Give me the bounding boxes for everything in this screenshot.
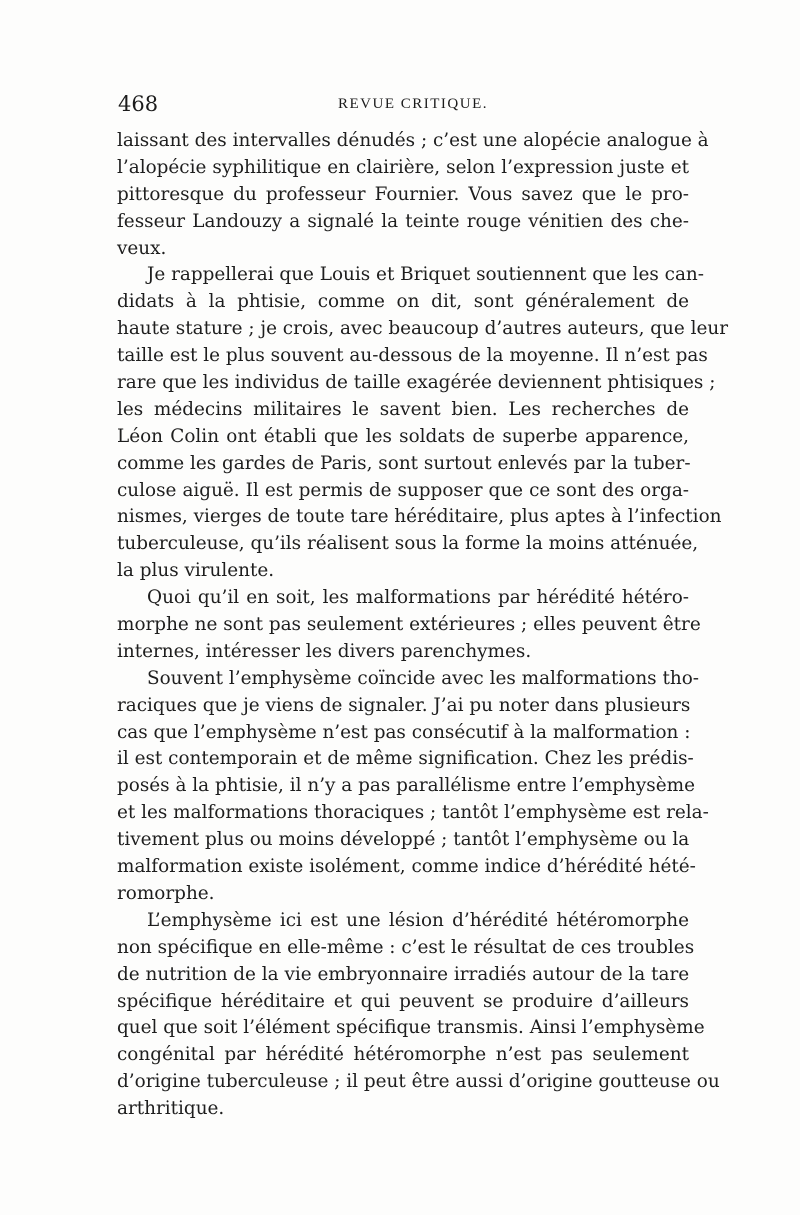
text-line: spécifique héréditaire et qui peuvent se produire d’ailleurs — [117, 990, 689, 1012]
text-line: raciques que je viens de signaler. J’ai pu noter dans plusieurs — [117, 694, 691, 716]
paragraph — [117, 585, 701, 666]
text-line: comme les gardes de Paris, sont surtout enlevés par la tuber- — [117, 452, 691, 474]
paragraph — [117, 666, 709, 908]
text-line: veux. — [117, 237, 167, 259]
text-line: l’alopécie syphilitique en clairière, selon l’expression juste et — [117, 156, 689, 178]
text-line: Souvent l’emphysème coïncide avec les malformations tho- — [147, 667, 699, 689]
text-line: nismes, vierges de toute tare héréditaire, plus aptes à l’infection — [117, 506, 722, 528]
text-line: congénital par hérédité hétéromorphe n’est pas seulement — [117, 1044, 689, 1066]
text-line: non spécifique en elle-même : c’est le résultat de ces troubles — [117, 936, 695, 958]
text-line: d’origine tuberculeuse ; il peut être aussi d’origine goutteuse ou — [117, 1071, 720, 1093]
text-line: quel que soit l’élément spécifique transmis. Ainsi l’emphysème — [117, 1017, 705, 1039]
text-line: fesseur Landouzy a signalé la teinte rouge vénitien des che- — [117, 210, 689, 232]
body-text — [117, 128, 729, 1123]
text-line: tivement plus ou moins développé ; tantôt l’emphysème ou la — [117, 829, 690, 851]
text-line: malformation existe isolément, comme indice d’hérédité hété- — [117, 856, 696, 878]
text-line: il est contemporain et de même signification. Chez les prédis- — [117, 748, 694, 770]
text-line: cas que l’emphysème n’est pas consécutif à la malformation : — [117, 721, 691, 743]
text-line: culose aiguë. Il est permis de supposer que ce sont des orga- — [117, 479, 689, 501]
text-line: pittoresque du professeur Fournier. Vous savez que le pro- — [117, 183, 689, 205]
text-line: de nutrition de la vie embryonnaire irradiés autour de la tare — [117, 963, 690, 985]
text-line: L’emphysème ici est une lésion d’hérédité hétéromorphe — [147, 909, 689, 931]
paragraph — [117, 908, 720, 1123]
page-number: 468 — [118, 92, 159, 116]
paragraph — [117, 128, 709, 262]
text-line: internes, intéresser les divers parenchymes. — [117, 640, 532, 662]
text-line: taille est le plus souvent au-dessous de la moyenne. Il n’est pas — [117, 345, 708, 367]
text-line: haute stature ; je crois, avec beaucoup d’autres auteurs, que leur — [117, 318, 729, 340]
paragraph — [117, 262, 729, 585]
text-line: tuberculeuse, qu’ils réalisent sous la forme la moins atténuée, — [117, 533, 699, 555]
text-line: la plus virulente. — [117, 560, 275, 582]
text-line: laissant des intervalles dénudés ; c’est une alopécie analogue à — [117, 130, 709, 151]
text-line: rare que les individus de taille exagérée deviennent phtisiques ; — [117, 372, 716, 394]
running-title: REVUE CRITIQUE. — [338, 96, 488, 112]
text-line: morphe ne sont pas seulement extérieures ; elles peuvent être — [117, 614, 701, 636]
text-line: Je rappellerai que Louis et Briquet soutiennent que les can- — [147, 264, 704, 286]
text-line: les médecins militaires le savent bien. Les recherches de — [117, 398, 689, 420]
text-line: romorphe. — [117, 882, 215, 904]
page-header — [118, 92, 688, 122]
text-line: et les malformations thoraciques ; tantôt l’emphysème est rela- — [117, 802, 709, 824]
text-line: didats à la phtisie, comme on dit, sont généralement de — [117, 291, 689, 313]
text-line: posés à la phtisie, il n’y a pas parallélisme entre l’emphysème — [117, 775, 695, 797]
text-line: Léon Colin ont établi que les soldats de superbe apparence, — [117, 425, 689, 447]
text-line: Quoi qu’il en soit, les malformations par hérédité hétéro- — [147, 587, 689, 609]
text-line: arthritique. — [117, 1098, 225, 1120]
